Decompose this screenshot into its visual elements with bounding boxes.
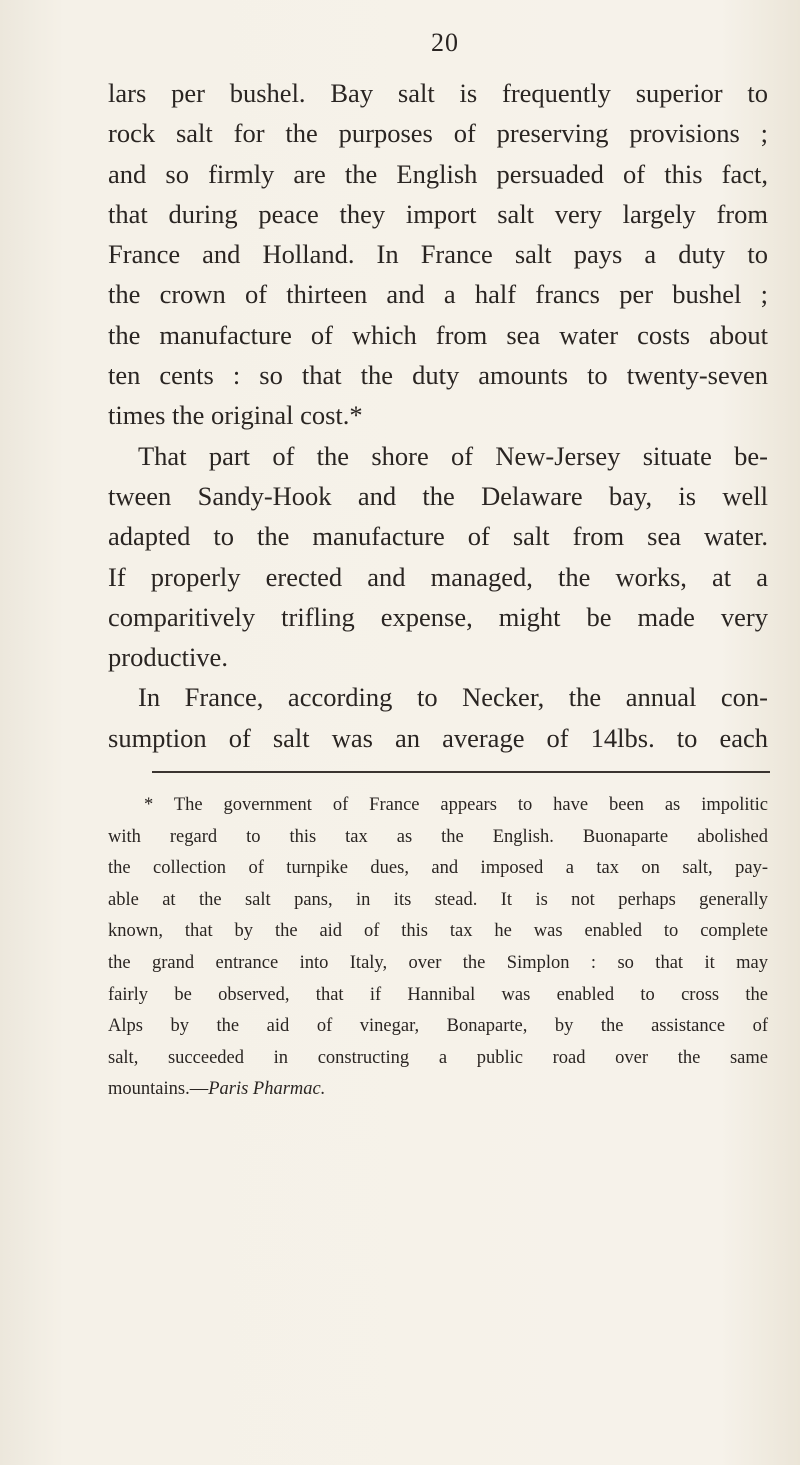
- text-line: productive.: [108, 642, 228, 673]
- footnote-line: the collection of turnpike dues, and imposed a tax on salt, pay-: [108, 858, 768, 879]
- footnote-line: with regard to this tax as the English. Buonaparte abolished: [108, 826, 768, 847]
- footnote-line: salt, succeeded in constructing a public road over the same: [108, 1047, 768, 1068]
- text-line: that during peace they import salt very largely from: [108, 198, 768, 229]
- text-line: France and Holland. In France salt pays a duty to: [108, 239, 768, 270]
- page-number: 20: [431, 28, 459, 57]
- footnote-source: Paris Pharmac.: [208, 1079, 326, 1100]
- paragraph-start-line: In France, according to Necker, the annual con-: [138, 682, 768, 713]
- footnote-line: able at the salt pans, in its stead. It is not perhaps generally: [108, 889, 768, 910]
- text-line: tween Sandy-Hook and the Delaware bay, is well: [108, 480, 768, 511]
- footnote-line: fairly be observed, that if Hannibal was enabled to cross the: [108, 984, 768, 1005]
- footnote-text: mountains.—: [108, 1079, 209, 1100]
- footnote-block: [108, 790, 768, 1106]
- text-line: ten cents : so that the duty amounts to twenty-seven: [108, 360, 768, 391]
- text-line: the manufacture of which from sea water costs about: [108, 319, 768, 350]
- text-line: rock salt for the purposes of preserving provisions ;: [108, 118, 768, 149]
- footnote-line: * The government of France appears to have been as impolitic: [144, 795, 768, 815]
- text-line: If properly erected and managed, the works, at a: [108, 561, 768, 592]
- footnote-last-line: [108, 1074, 768, 1106]
- text-line: times the original cost.*: [108, 400, 363, 431]
- footnote-divider: [152, 771, 770, 773]
- paragraph-start-line: That part of the shore of New-Jersey situate be-: [138, 440, 768, 471]
- text-line: lars per bushel. Bay salt is frequently superior to: [108, 78, 768, 108]
- footnote-line: the grand entrance into Italy, over the Simplon : so that it may: [108, 952, 768, 973]
- footnote-line: Alps by the aid of vinegar, Bonaparte, by the assistance of: [108, 1016, 768, 1037]
- text-line: adapted to the manufacture of salt from sea water.: [108, 521, 768, 552]
- text-line: sumption of salt was an average of 14lbs. to each: [108, 722, 768, 753]
- text-line: the crown of thirteen and a half francs per bushel ;: [108, 279, 768, 310]
- text-line: and so firmly are the English persuaded of this fact,: [108, 158, 768, 189]
- main-text-block: [108, 73, 768, 758]
- footnote-line: known, that by the aid of this tax he was enabled to complete: [108, 921, 768, 942]
- text-line: comparitively trifling expense, might be made very: [108, 601, 768, 632]
